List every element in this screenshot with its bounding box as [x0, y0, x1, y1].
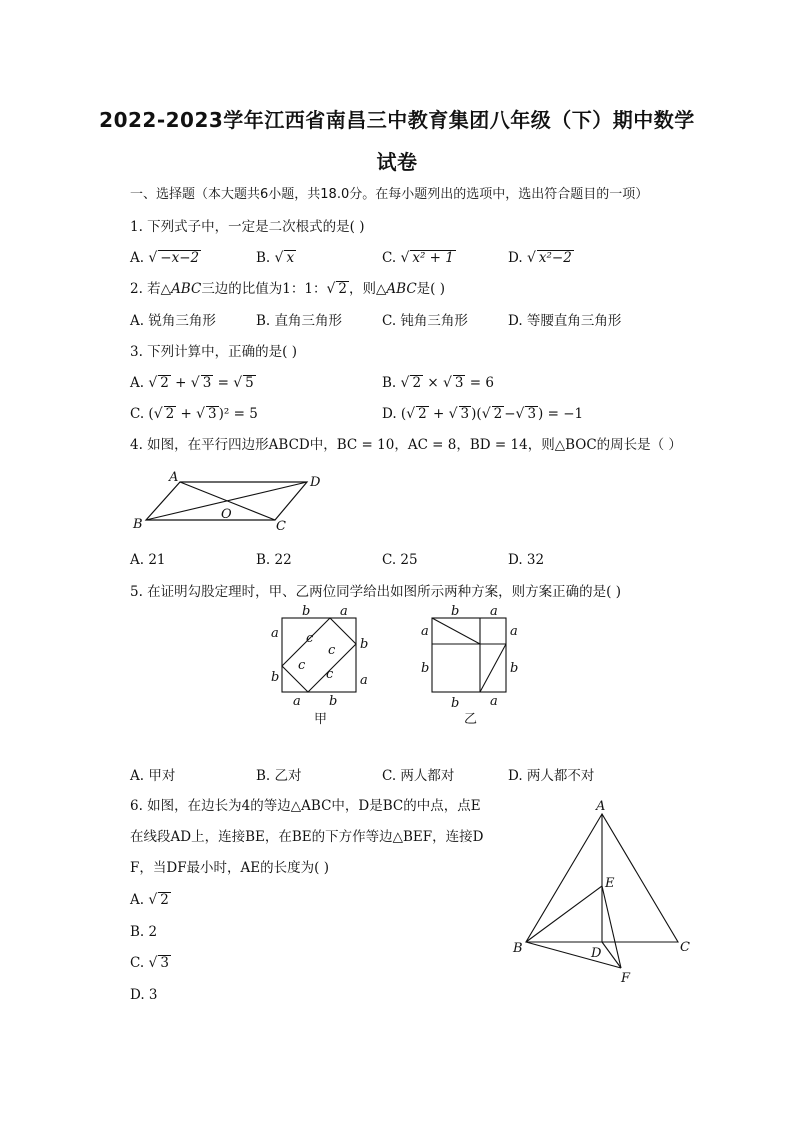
- label-e: E: [605, 876, 615, 891]
- exam-title-line1: 2022-2023学年江西省南昌三中教育集团八年级（下）期中数学: [99, 108, 695, 132]
- q2-option-a: A. 锐角三角形: [130, 313, 216, 329]
- q4-option-a: A. 21: [130, 552, 166, 568]
- label-a: a: [293, 694, 301, 709]
- label-b: b: [421, 661, 430, 676]
- q1-option-a-expr: −x−2: [160, 250, 200, 266]
- q3-option-a: A. √ 2 + √ 3 = √ 5: [130, 375, 254, 391]
- q6-option-d: D. 3: [130, 987, 158, 1003]
- label-b: B: [513, 941, 523, 956]
- q4-option-d: D. 32: [508, 552, 545, 568]
- q5-option-b: B. 乙对: [256, 768, 302, 784]
- q3-option-d-letter: D.: [382, 406, 397, 422]
- label-b: b: [302, 604, 311, 619]
- label-b: B: [133, 517, 143, 532]
- q3-option-b: B. √ 2 × √ 3 = 6: [382, 375, 494, 391]
- segment-be: [526, 886, 602, 942]
- label-o: O: [221, 507, 232, 522]
- q1-option-c: C. √ x² + 1: [382, 250, 454, 266]
- q1-option-b: B. √ x: [256, 250, 295, 266]
- q3-option-d-result: ) = −1: [538, 406, 584, 422]
- q2-stem-part: 三边的比值为1：1：: [201, 281, 327, 297]
- segment-bf: [526, 942, 621, 968]
- q1-stem: 1. 下列式子中，一定是二次根式的是( ): [130, 219, 365, 235]
- label-a: a: [360, 673, 368, 688]
- q2-option-d: D. 等腰直角三角形: [508, 313, 622, 329]
- q1-option-b-letter: B.: [256, 250, 271, 266]
- label-c: c: [326, 667, 334, 682]
- q1-option-a-letter: A.: [130, 250, 145, 266]
- inner-square: [282, 618, 356, 692]
- q1-option-d-expr: x²−2: [538, 250, 572, 266]
- q3-option-a-eq: =: [217, 375, 229, 391]
- outer-square: [432, 618, 506, 692]
- q3-stem: 3. 下列计算中，正确的是( ): [130, 344, 297, 360]
- label-c: c: [328, 643, 336, 658]
- q2-stem-triangle: ABC: [171, 281, 202, 297]
- q2-stem-triangle: ABC: [386, 281, 417, 297]
- q4-stem: 4. 如图，在平行四边形ABCD中，BC = 10，AC = 8，BD = 14，则△BOC的周长是（ ）: [130, 437, 682, 453]
- q3-option-a-letter: A.: [130, 375, 145, 391]
- q4-parallelogram-figure: [130, 468, 330, 538]
- figure-caption-yi: 乙: [464, 712, 478, 727]
- q1-option-b-expr: x: [286, 250, 295, 266]
- label-a: A: [169, 470, 179, 485]
- q5-option-a: A. 甲对: [130, 768, 176, 784]
- q6-triangle-figure: [508, 798, 708, 993]
- q2-stem-part: ，则△: [349, 281, 387, 297]
- label-f: F: [621, 971, 631, 986]
- q6-option-c-radicand: 3: [160, 955, 169, 971]
- q3-option-b-result: = 6: [469, 375, 494, 391]
- q3-option-a-op: +: [175, 375, 187, 391]
- q5-figure-jia: [268, 604, 373, 729]
- label-b: b: [451, 696, 460, 711]
- q6-option-c: C. √ 3: [130, 955, 169, 971]
- label-a: a: [421, 624, 429, 639]
- q6-option-b: B. 2: [130, 924, 158, 940]
- q1-option-a: A. √ −x−2: [130, 250, 200, 266]
- q2-stem-radicand: 2: [338, 281, 348, 297]
- q6-stem-line1: 6. 如图，在边长为4的等边△ABC中，D是BC的中点，点E: [130, 798, 481, 814]
- q3-option-b-letter: B.: [382, 375, 397, 391]
- q5-figure-yi: [418, 604, 528, 729]
- label-c: c: [306, 631, 314, 646]
- q1-option-d-letter: D.: [508, 250, 523, 266]
- label-a: A: [596, 799, 606, 814]
- label-b: b: [329, 694, 338, 709]
- label-a: a: [490, 604, 498, 619]
- section-heading: 一、选择题（本大题共6小题，共18.0分。在每小题列出的选项中，选出符合题目的一项）: [130, 187, 649, 202]
- q1-option-d: D. √ x²−2: [508, 250, 572, 266]
- q3-option-c-result: )² = 5: [218, 406, 258, 422]
- label-b: b: [360, 637, 369, 652]
- diagonal-right: [480, 644, 506, 692]
- label-c: C: [276, 519, 286, 534]
- label-a: a: [340, 604, 348, 619]
- label-c: C: [680, 940, 690, 955]
- label-d: D: [310, 475, 321, 490]
- q3-option-b-op: ×: [427, 375, 439, 391]
- q2-stem: 2. 若△ABC三边的比值为1：1：√ 2 ，则△ABC是( ): [130, 281, 445, 297]
- label-b: b: [451, 604, 460, 619]
- q4-option-b: B. 22: [256, 552, 292, 568]
- q1-option-c-expr: x² + 1: [412, 250, 454, 266]
- diagonal-top: [432, 618, 480, 644]
- q1-option-c-letter: C.: [382, 250, 397, 266]
- label-b: b: [271, 670, 280, 685]
- q2-option-c: C. 钝角三角形: [382, 313, 468, 329]
- q5-option-c: C. 两人都对: [382, 768, 455, 784]
- label-b: b: [510, 661, 519, 676]
- q6-stem-line3: F，当DF最小时，AE的长度为( ): [130, 860, 329, 876]
- q6-stem-line2: 在线段AD上，连接BE，在BE的下方作等边△BEF，连接D: [130, 829, 484, 845]
- label-a: a: [490, 694, 498, 709]
- label-a: a: [510, 624, 518, 639]
- label-c: c: [298, 658, 306, 673]
- q5-stem: 5. 在证明勾股定理时，甲、乙两位同学给出如图所示两种方案，则方案正确的是( ): [130, 584, 621, 600]
- q3-option-d: D. (√ 2 + √ 3 )(√ 2 −√ 3 ) = −1: [382, 406, 584, 422]
- q2-stem-part: 2. 若△: [130, 281, 172, 297]
- q4-option-c: C. 25: [382, 552, 418, 568]
- q6-option-a: A. √ 2: [130, 892, 169, 908]
- q3-option-c-letter: C.: [130, 406, 145, 422]
- label-d: D: [591, 946, 602, 961]
- figure-caption-jia: 甲: [314, 712, 328, 727]
- q6-option-a-letter: A.: [130, 892, 145, 908]
- q2-stem-part: 是( ): [416, 281, 445, 297]
- q6-option-c-letter: C.: [130, 955, 145, 971]
- label-a: a: [271, 626, 279, 641]
- q3-option-c: C. (√ 2 + √ 3 )² = 5: [130, 406, 258, 422]
- q5-option-d: D. 两人都不对: [508, 768, 595, 784]
- q6-option-a-radicand: 2: [160, 892, 169, 908]
- exam-title-line2: 试卷: [376, 150, 418, 174]
- q2-option-b: B. 直角三角形: [256, 313, 343, 329]
